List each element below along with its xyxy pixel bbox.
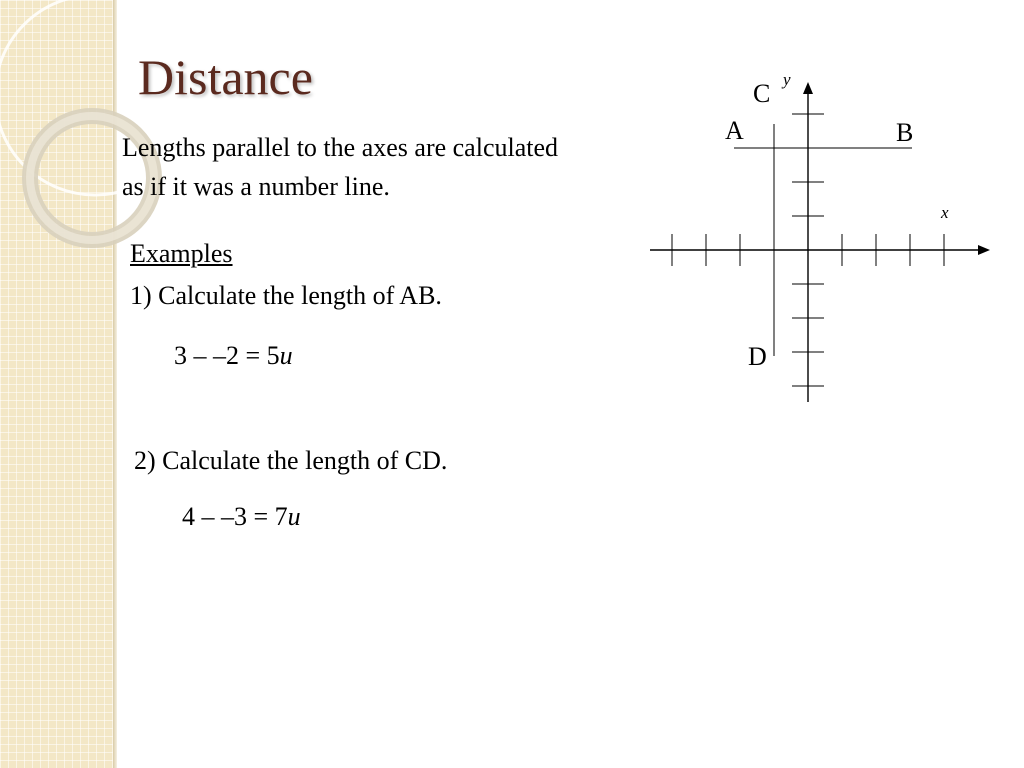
y-axis-label: y (783, 70, 791, 89)
example-2-question: 2) Calculate the length of CD. (134, 446, 448, 475)
coordinate-grid-diagram (640, 60, 1000, 410)
example-1-unit: u (279, 341, 293, 370)
example-2-answer (182, 497, 301, 536)
point-label-d: D (748, 342, 767, 371)
example-2-unit: u (287, 502, 301, 531)
example-1-question: 1) Calculate the length of AB. (130, 281, 442, 310)
intro-line-2: as if it was a number line. (122, 172, 390, 201)
example-1-expression: 3 – –2 = 5 (174, 341, 280, 370)
example-1-answer (174, 336, 293, 375)
x-axis-arrow-icon (978, 245, 990, 255)
intro-line-1: Lengths parallel to the axes are calculated (122, 133, 559, 162)
point-label-c: C (753, 79, 771, 108)
y-axis-arrow-icon (803, 82, 813, 94)
slide-title: Distance (138, 49, 313, 105)
point-label-a: A (725, 116, 744, 145)
point-label-b: B (896, 118, 914, 147)
example-2-expression: 4 – –3 = 7 (182, 502, 288, 531)
intro-paragraph (122, 128, 558, 206)
x-axis-label: x (941, 203, 949, 222)
examples-heading: Examples (130, 239, 233, 268)
